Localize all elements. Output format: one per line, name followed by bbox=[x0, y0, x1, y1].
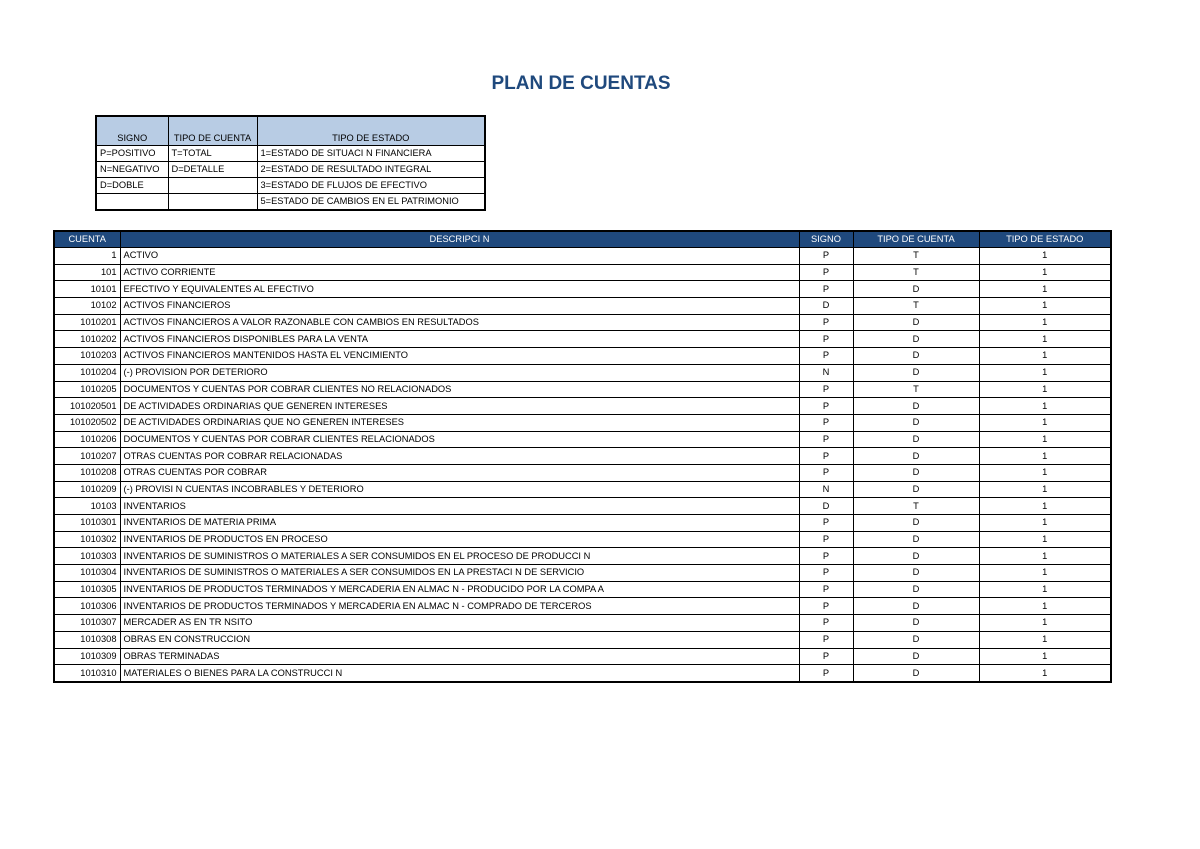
account-code-cell: 1010205 bbox=[54, 381, 120, 398]
account-signo-cell: P bbox=[799, 598, 853, 615]
account-description-cell: INVENTARIOS DE PRODUCTOS TERMINADOS Y MERCADERIA EN ALMAC N - COMPRADO DE TERCEROS bbox=[120, 598, 799, 615]
account-code-cell: 101020502 bbox=[54, 414, 120, 431]
table-row bbox=[54, 598, 1111, 615]
legend-header-tipo-estado: TIPO DE ESTADO bbox=[257, 116, 485, 146]
table-row bbox=[54, 314, 1111, 331]
account-tipo-cuenta-cell: D bbox=[853, 615, 979, 632]
accounts-table bbox=[53, 230, 1112, 683]
account-tipo-estado-cell: 1 bbox=[979, 481, 1111, 498]
account-tipo-cuenta-cell: T bbox=[853, 264, 979, 281]
legend-table bbox=[95, 115, 486, 211]
table-row bbox=[54, 665, 1111, 682]
account-code-cell: 1010208 bbox=[54, 464, 120, 481]
account-code-cell: 1010303 bbox=[54, 548, 120, 565]
table-row bbox=[54, 264, 1111, 281]
legend-tipo-estado-cell: 2=ESTADO DE RESULTADO INTEGRAL bbox=[257, 162, 485, 178]
legend-signo-cell bbox=[96, 194, 168, 211]
legend-tipo-cuenta-cell bbox=[168, 194, 257, 211]
account-tipo-estado-cell: 1 bbox=[979, 648, 1111, 665]
account-description-cell: INVENTARIOS bbox=[120, 498, 799, 515]
account-code-cell: 1010306 bbox=[54, 598, 120, 615]
account-signo-cell: P bbox=[799, 431, 853, 448]
table-row bbox=[54, 364, 1111, 381]
account-tipo-estado-cell: 1 bbox=[979, 348, 1111, 365]
accounts-header-row bbox=[54, 231, 1111, 248]
account-signo-cell: P bbox=[799, 548, 853, 565]
account-tipo-cuenta-cell: D bbox=[853, 331, 979, 348]
account-tipo-estado-cell: 1 bbox=[979, 665, 1111, 682]
legend-signo-cell: P=POSITIVO bbox=[96, 146, 168, 162]
table-row bbox=[54, 248, 1111, 265]
account-code-cell: 1010309 bbox=[54, 648, 120, 665]
header-tipo-cuenta: TIPO DE CUENTA bbox=[853, 231, 979, 248]
account-description-cell: OTRAS CUENTAS POR COBRAR RELACIONADAS bbox=[120, 448, 799, 465]
account-description-cell: DE ACTIVIDADES ORDINARIAS QUE NO GENEREN INTERESES bbox=[120, 414, 799, 431]
account-tipo-cuenta-cell: D bbox=[853, 531, 979, 548]
account-tipo-estado-cell: 1 bbox=[979, 531, 1111, 548]
account-signo-cell: P bbox=[799, 248, 853, 265]
legend-tipo-estado-cell: 5=ESTADO DE CAMBIOS EN EL PATRIMONIO bbox=[257, 194, 485, 211]
account-description-cell: DOCUMENTOS Y CUENTAS POR COBRAR CLIENTES NO RELACIONADOS bbox=[120, 381, 799, 398]
table-row bbox=[54, 281, 1111, 298]
table-row bbox=[54, 581, 1111, 598]
account-signo-cell: P bbox=[799, 398, 853, 415]
account-tipo-estado-cell: 1 bbox=[979, 398, 1111, 415]
account-tipo-cuenta-cell: D bbox=[853, 348, 979, 365]
account-description-cell: INVENTARIOS DE SUMINISTROS O MATERIALES A SER CONSUMIDOS EN EL PROCESO DE PRODUCCI N bbox=[120, 548, 799, 565]
account-code-cell: 1010305 bbox=[54, 581, 120, 598]
account-tipo-estado-cell: 1 bbox=[979, 515, 1111, 532]
account-code-cell: 1010302 bbox=[54, 531, 120, 548]
account-code-cell: 1010203 bbox=[54, 348, 120, 365]
account-description-cell: INVENTARIOS DE SUMINISTROS O MATERIALES A SER CONSUMIDOS EN LA PRESTACI N DE SERVICIO bbox=[120, 565, 799, 582]
table-row bbox=[54, 515, 1111, 532]
account-tipo-cuenta-cell: D bbox=[853, 464, 979, 481]
table-row bbox=[54, 565, 1111, 582]
legend-signo-cell: N=NEGATIVO bbox=[96, 162, 168, 178]
account-tipo-estado-cell: 1 bbox=[979, 381, 1111, 398]
legend-row bbox=[96, 194, 485, 211]
legend-header-row bbox=[96, 116, 485, 146]
legend-signo-cell: D=DOBLE bbox=[96, 178, 168, 194]
account-code-cell: 10101 bbox=[54, 281, 120, 298]
account-code-cell: 101020501 bbox=[54, 398, 120, 415]
account-signo-cell: N bbox=[799, 364, 853, 381]
account-tipo-estado-cell: 1 bbox=[979, 364, 1111, 381]
account-tipo-cuenta-cell: D bbox=[853, 631, 979, 648]
account-tipo-estado-cell: 1 bbox=[979, 414, 1111, 431]
legend-row bbox=[96, 178, 485, 194]
account-code-cell: 10102 bbox=[54, 298, 120, 315]
account-signo-cell: D bbox=[799, 298, 853, 315]
account-tipo-estado-cell: 1 bbox=[979, 281, 1111, 298]
account-code-cell: 1010301 bbox=[54, 515, 120, 532]
account-description-cell: ACTIVOS FINANCIEROS DISPONIBLES PARA LA VENTA bbox=[120, 331, 799, 348]
account-tipo-estado-cell: 1 bbox=[979, 331, 1111, 348]
account-tipo-cuenta-cell: T bbox=[853, 498, 979, 515]
account-tipo-cuenta-cell: D bbox=[853, 431, 979, 448]
account-description-cell: (-) PROVISI N CUENTAS INCOBRABLES Y DETERIORO bbox=[120, 481, 799, 498]
account-signo-cell: P bbox=[799, 464, 853, 481]
account-tipo-estado-cell: 1 bbox=[979, 264, 1111, 281]
legend-row bbox=[96, 146, 485, 162]
account-code-cell: 1010307 bbox=[54, 615, 120, 632]
header-cuenta: CUENTA bbox=[54, 231, 120, 248]
account-tipo-estado-cell: 1 bbox=[979, 615, 1111, 632]
account-tipo-cuenta-cell: D bbox=[853, 565, 979, 582]
table-row bbox=[54, 331, 1111, 348]
account-tipo-cuenta-cell: D bbox=[853, 481, 979, 498]
account-signo-cell: P bbox=[799, 414, 853, 431]
account-description-cell: MATERIALES O BIENES PARA LA CONSTRUCCI N bbox=[120, 665, 799, 682]
account-code-cell: 1010209 bbox=[54, 481, 120, 498]
table-row bbox=[54, 298, 1111, 315]
account-description-cell: MERCADER AS EN TR NSITO bbox=[120, 615, 799, 632]
account-tipo-cuenta-cell: D bbox=[853, 414, 979, 431]
legend-row bbox=[96, 162, 485, 178]
account-description-cell: INVENTARIOS DE PRODUCTOS TERMINADOS Y MERCADERIA EN ALMAC N - PRODUCIDO POR LA COMPA A bbox=[120, 581, 799, 598]
header-tipo-estado: TIPO DE ESTADO bbox=[979, 231, 1111, 248]
account-signo-cell: P bbox=[799, 615, 853, 632]
table-row bbox=[54, 448, 1111, 465]
account-description-cell: INVENTARIOS DE PRODUCTOS EN PROCESO bbox=[120, 531, 799, 548]
account-signo-cell: D bbox=[799, 498, 853, 515]
account-signo-cell: P bbox=[799, 515, 853, 532]
account-description-cell: INVENTARIOS DE MATERIA PRIMA bbox=[120, 515, 799, 532]
account-tipo-estado-cell: 1 bbox=[979, 631, 1111, 648]
account-signo-cell: P bbox=[799, 665, 853, 682]
table-row bbox=[54, 531, 1111, 548]
account-description-cell: ACTIVOS FINANCIEROS MANTENIDOS HASTA EL VENCIMIENTO bbox=[120, 348, 799, 365]
account-code-cell: 1010310 bbox=[54, 665, 120, 682]
account-tipo-estado-cell: 1 bbox=[979, 548, 1111, 565]
account-signo-cell: P bbox=[799, 264, 853, 281]
table-row bbox=[54, 381, 1111, 398]
account-tipo-cuenta-cell: D bbox=[853, 581, 979, 598]
account-tipo-cuenta-cell: T bbox=[853, 381, 979, 398]
account-description-cell: (-) PROVISION POR DETERIORO bbox=[120, 364, 799, 381]
legend-header-tipo-cuenta: TIPO DE CUENTA bbox=[168, 116, 257, 146]
account-signo-cell: P bbox=[799, 348, 853, 365]
account-signo-cell: P bbox=[799, 314, 853, 331]
account-description-cell: OBRAS EN CONSTRUCCION bbox=[120, 631, 799, 648]
legend-header-signo: SIGNO bbox=[96, 116, 168, 146]
account-description-cell: ACTIVO CORRIENTE bbox=[120, 264, 799, 281]
account-signo-cell: P bbox=[799, 565, 853, 582]
account-code-cell: 10103 bbox=[54, 498, 120, 515]
table-row bbox=[54, 464, 1111, 481]
account-tipo-estado-cell: 1 bbox=[979, 298, 1111, 315]
account-tipo-cuenta-cell: D bbox=[853, 515, 979, 532]
account-tipo-estado-cell: 1 bbox=[979, 565, 1111, 582]
account-tipo-cuenta-cell: D bbox=[853, 648, 979, 665]
account-description-cell: ACTIVOS FINANCIEROS A VALOR RAZONABLE CON CAMBIOS EN RESULTADOS bbox=[120, 314, 799, 331]
account-code-cell: 101 bbox=[54, 264, 120, 281]
account-signo-cell: P bbox=[799, 281, 853, 298]
table-row bbox=[54, 414, 1111, 431]
account-code-cell: 1010206 bbox=[54, 431, 120, 448]
account-tipo-cuenta-cell: D bbox=[853, 598, 979, 615]
table-row bbox=[54, 398, 1111, 415]
account-tipo-cuenta-cell: D bbox=[853, 548, 979, 565]
legend-tipo-cuenta-cell bbox=[168, 178, 257, 194]
account-description-cell: OBRAS TERMINADAS bbox=[120, 648, 799, 665]
table-row bbox=[54, 631, 1111, 648]
account-description-cell: ACTIVO bbox=[120, 248, 799, 265]
account-description-cell: ACTIVOS FINANCIEROS bbox=[120, 298, 799, 315]
legend-tipo-cuenta-cell: T=TOTAL bbox=[168, 146, 257, 162]
account-tipo-cuenta-cell: D bbox=[853, 448, 979, 465]
account-signo-cell: P bbox=[799, 448, 853, 465]
account-code-cell: 1 bbox=[54, 248, 120, 265]
account-code-cell: 1010201 bbox=[54, 314, 120, 331]
account-tipo-estado-cell: 1 bbox=[979, 448, 1111, 465]
account-tipo-estado-cell: 1 bbox=[979, 581, 1111, 598]
legend-tipo-estado-cell: 1=ESTADO DE SITUACI N FINANCIERA bbox=[257, 146, 485, 162]
account-tipo-cuenta-cell: T bbox=[853, 298, 979, 315]
account-code-cell: 1010202 bbox=[54, 331, 120, 348]
account-tipo-cuenta-cell: D bbox=[853, 364, 979, 381]
account-signo-cell: P bbox=[799, 331, 853, 348]
table-row bbox=[54, 498, 1111, 515]
account-tipo-estado-cell: 1 bbox=[979, 314, 1111, 331]
account-tipo-cuenta-cell: D bbox=[853, 314, 979, 331]
account-signo-cell: N bbox=[799, 481, 853, 498]
account-tipo-cuenta-cell: D bbox=[853, 665, 979, 682]
legend-tipo-cuenta-cell: D=DETALLE bbox=[168, 162, 257, 178]
header-descripcion: DESCRIPCI N bbox=[120, 231, 799, 248]
account-code-cell: 1010304 bbox=[54, 565, 120, 582]
account-signo-cell: P bbox=[799, 631, 853, 648]
account-signo-cell: P bbox=[799, 581, 853, 598]
account-tipo-estado-cell: 1 bbox=[979, 598, 1111, 615]
account-description-cell: EFECTIVO Y EQUIVALENTES AL EFECTIVO bbox=[120, 281, 799, 298]
account-tipo-estado-cell: 1 bbox=[979, 431, 1111, 448]
account-signo-cell: P bbox=[799, 648, 853, 665]
account-code-cell: 1010207 bbox=[54, 448, 120, 465]
table-row bbox=[54, 481, 1111, 498]
account-code-cell: 1010308 bbox=[54, 631, 120, 648]
table-row bbox=[54, 431, 1111, 448]
table-row bbox=[54, 348, 1111, 365]
account-tipo-estado-cell: 1 bbox=[979, 464, 1111, 481]
account-signo-cell: P bbox=[799, 531, 853, 548]
table-row bbox=[54, 615, 1111, 632]
legend-tipo-estado-cell: 3=ESTADO DE FLUJOS DE EFECTIVO bbox=[257, 178, 485, 194]
account-tipo-cuenta-cell: D bbox=[853, 281, 979, 298]
account-tipo-cuenta-cell: T bbox=[853, 248, 979, 265]
header-signo: SIGNO bbox=[799, 231, 853, 248]
table-row bbox=[54, 548, 1111, 565]
account-tipo-estado-cell: 1 bbox=[979, 498, 1111, 515]
account-code-cell: 1010204 bbox=[54, 364, 120, 381]
account-tipo-cuenta-cell: D bbox=[853, 398, 979, 415]
account-description-cell: DOCUMENTOS Y CUENTAS POR COBRAR CLIENTES RELACIONADOS bbox=[120, 431, 799, 448]
account-description-cell: DE ACTIVIDADES ORDINARIAS QUE GENEREN INTERESES bbox=[120, 398, 799, 415]
account-signo-cell: P bbox=[799, 381, 853, 398]
account-tipo-estado-cell: 1 bbox=[979, 248, 1111, 265]
table-row bbox=[54, 648, 1111, 665]
page-title: PLAN DE CUENTAS bbox=[491, 73, 671, 94]
account-description-cell: OTRAS CUENTAS POR COBRAR bbox=[120, 464, 799, 481]
